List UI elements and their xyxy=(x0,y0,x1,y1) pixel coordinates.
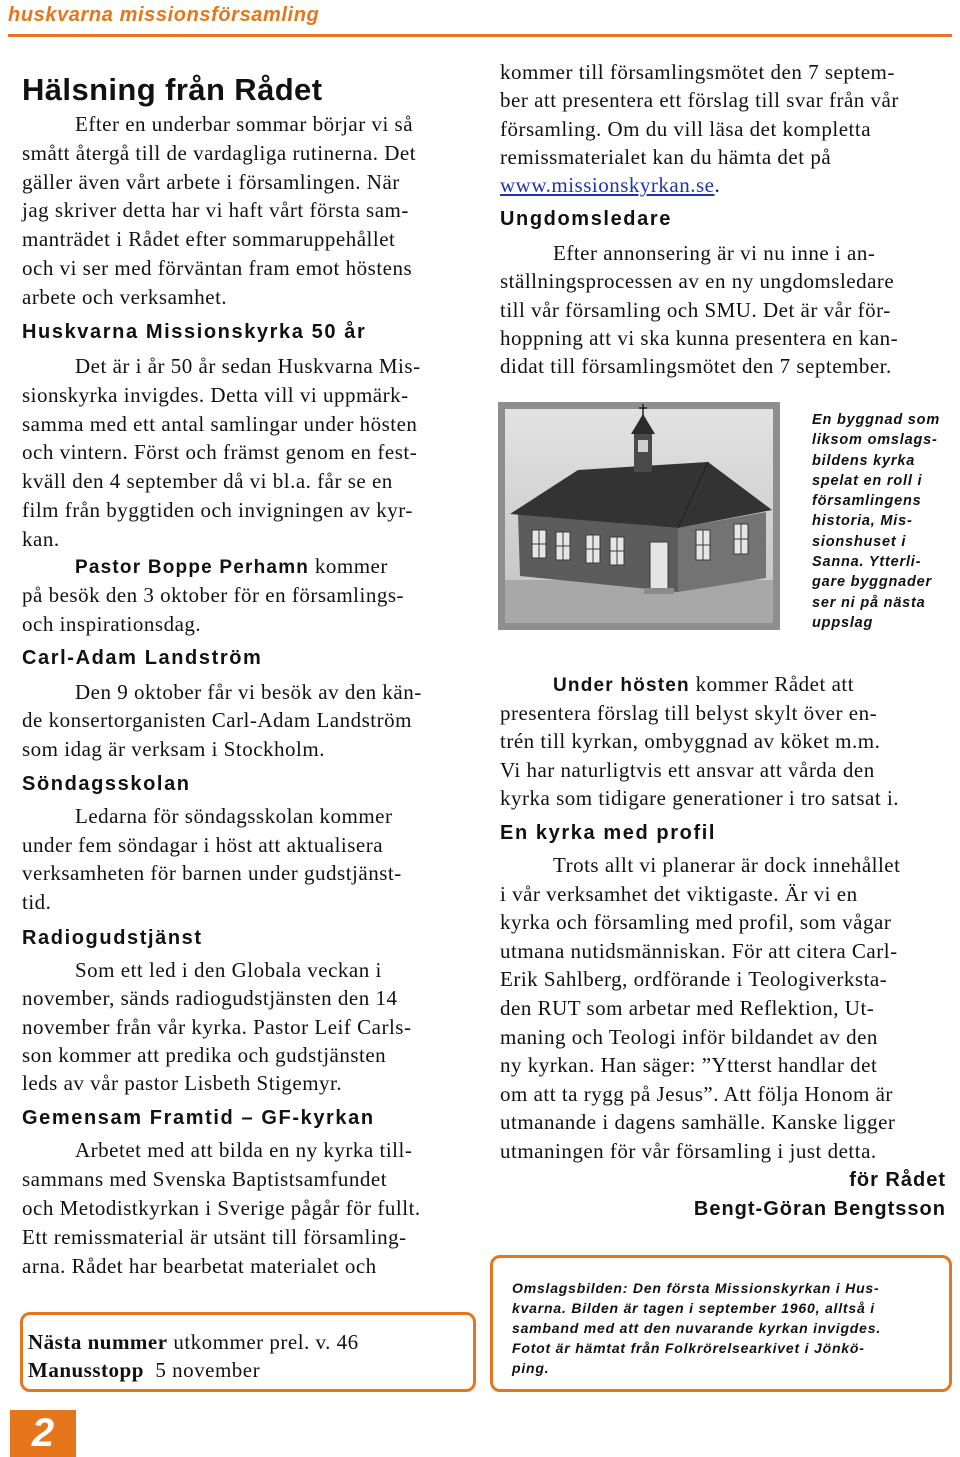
text-line: smått återgå till de vardagliga rutinerna. Det xyxy=(22,140,417,165)
text-line: ber att presentera ett förslag till svar från vår xyxy=(500,88,899,113)
text-line: de konsertorganisten Carl-Adam Landström xyxy=(22,708,412,733)
autumn-lines xyxy=(500,699,899,813)
newsletter-title: huskvarna missionsförsamling xyxy=(8,4,320,26)
text-line: maning och Teologi inför bildandet av den xyxy=(500,1024,878,1049)
text-line: tid. xyxy=(22,890,52,915)
pastor-visit-lead-rest: kommer xyxy=(309,554,388,578)
organist-heading: Carl-Adam Landström xyxy=(22,647,263,669)
autumn-lead-bold: Under hösten xyxy=(553,675,690,696)
church-photo xyxy=(498,402,780,630)
pastor-visit-lines xyxy=(22,581,404,639)
text-line: remissmaterialet kan du hämta det på xyxy=(500,144,832,169)
merger-heading: Gemensam Framtid – GF-kyrkan xyxy=(22,1107,375,1129)
text-line: Efter annonsering är vi nu inne i an- xyxy=(553,241,876,265)
text-line: Bengt-Göran Bengtsson xyxy=(693,1198,946,1220)
text-line: utmanande i dagens samhälle. Kanske ligger xyxy=(500,1110,896,1135)
text-line: ny kyrkan. Han säger: ”Ytterst handlar det xyxy=(500,1053,878,1078)
autumn-lead-rest: kommer Rådet att xyxy=(689,672,855,696)
text-line: Som ett led i den Globala veckan i xyxy=(75,958,382,982)
text-line: bildens kyrka xyxy=(812,452,916,469)
text-line: Ett remissmaterial är utsänt till församling- xyxy=(22,1225,407,1249)
cover-note-label: Omslagsbilden: xyxy=(512,1280,629,1296)
text-line: trén till kyrkan, ombyggnad av köket m.m. xyxy=(500,729,881,754)
text-line: jag skriver detta har vi haft vårt första sam- xyxy=(22,198,409,223)
text-line: och vi ser med förväntan fram emot höstens xyxy=(22,255,413,280)
text-line: En byggnad som xyxy=(812,412,941,428)
autumn-lead-line xyxy=(500,670,899,699)
text-line: gäller även vårt arbete i församlingen. När xyxy=(22,169,400,194)
text-line: under fem söndagar i höst att aktualisera xyxy=(22,832,384,857)
remiss-paragraph xyxy=(500,58,899,199)
remiss-lines xyxy=(500,58,899,171)
text-line: november, sänds radiogudstjänsten den 14 xyxy=(22,986,398,1011)
text-line: Sanna. Ytterli- xyxy=(812,554,922,571)
text-line: ping. xyxy=(512,1360,550,1376)
anniversary-heading: Huskvarna Missionskyrka 50 år xyxy=(22,321,367,343)
text-line: församlingens xyxy=(812,493,922,510)
text-line: spelat en roll i xyxy=(812,472,923,489)
text-line: leds av vår pastor Lisbeth Stigemyr. xyxy=(22,1071,343,1096)
text-line: för Rådet xyxy=(849,1169,946,1191)
radio-heading: Radiogudstjänst xyxy=(22,927,203,949)
merger-paragraph xyxy=(22,1136,421,1281)
profile-heading: En kyrka med profil xyxy=(500,822,717,844)
text-line: ställningsprocessen av en ny ungdomsledare xyxy=(500,269,895,294)
church-photo-drawing xyxy=(498,402,780,630)
website-link[interactable]: www.missionskyrkan.se xyxy=(500,173,715,198)
youth-leader-paragraph xyxy=(500,239,898,380)
text-line: kan. xyxy=(22,526,60,551)
photo-caption xyxy=(812,410,940,633)
text-line: kvarna. Bilden är tagen i september 1960, alltså i xyxy=(512,1300,875,1316)
text-line: liksom omslags- xyxy=(812,432,938,449)
next-issue-label: Nästa nummer xyxy=(28,1330,168,1354)
text-line: och vintern. Först och främst genom en fest- xyxy=(22,440,418,465)
header-rule xyxy=(8,34,952,37)
organist-paragraph xyxy=(22,678,422,763)
youth-leader-heading: Ungdomsledare xyxy=(500,208,672,230)
text-line: utmana nutidsmänniskan. För att citera Carl- xyxy=(500,938,898,963)
deadline-line xyxy=(28,1356,473,1384)
next-issue-text xyxy=(23,1315,473,1384)
cover-note-box xyxy=(490,1255,952,1392)
signature xyxy=(526,1166,946,1224)
text-line: samma med ett antal samlingar under hösten xyxy=(22,411,418,436)
text-line: sammans med Svenska Baptistsamfundet xyxy=(22,1167,388,1191)
text-line: Den 9 oktober får vi besök av den kän- xyxy=(75,680,422,704)
text-line: presentera förslag till belyst skylt över en- xyxy=(500,700,878,725)
sunday-school-paragraph xyxy=(22,802,402,917)
text-line: Arbetet med att bilda en ny kyrka till- xyxy=(75,1138,413,1162)
text-line: son kommer att predika och gudstjänsten xyxy=(22,1042,387,1067)
text-line: om att ta rygg på Jesus”. Att följa Honom är xyxy=(500,1081,893,1106)
text-line: kommer till församlingsmötet den 7 septem- xyxy=(500,60,895,84)
cover-note-lines xyxy=(512,1298,949,1378)
sunday-school-heading: Söndagsskolan xyxy=(22,773,191,795)
text-line: Det är i år 50 år sedan Huskvarna Mis- xyxy=(75,354,421,378)
cover-note-lead-line xyxy=(512,1278,949,1298)
pastor-visit-lead-line xyxy=(22,552,404,581)
page-heading: Hälsning från Rådet xyxy=(22,72,323,107)
text-line: verksamheten för barnen under gudstjänst- xyxy=(22,861,402,886)
text-line: samband med att den nuvarande kyrkan invigdes. xyxy=(512,1320,882,1336)
text-line: till vår församling och SMU. Det är vår för- xyxy=(500,297,891,322)
greeting-paragraph xyxy=(22,110,416,312)
text-line: och inspirationsdag. xyxy=(22,611,202,636)
text-line: på besök den 3 oktober för en församlings- xyxy=(22,582,404,607)
deadline-value: 5 november xyxy=(143,1358,261,1382)
cover-note-lead-rest: Den första Missionskyrkan i Hus- xyxy=(628,1280,880,1296)
radio-paragraph xyxy=(22,956,411,1097)
text-line: arbete och verksamhet. xyxy=(22,284,228,309)
text-line: didat till församlingsmötet den 7 september. xyxy=(500,354,892,379)
next-issue-box xyxy=(20,1312,476,1392)
text-line: kyrka och församling med profil, som vågar xyxy=(500,910,892,935)
next-issue-value: utkommer prel. v. 46 xyxy=(167,1330,359,1354)
text-line: november från vår kyrka. Pastor Leif Carls- xyxy=(22,1014,412,1039)
profile-paragraph xyxy=(500,851,900,1166)
text-line: arna. Rådet har bearbetat materialet och xyxy=(22,1254,377,1278)
door-steps xyxy=(644,588,674,594)
church-door xyxy=(650,542,668,590)
anniversary-paragraph xyxy=(22,352,421,554)
text-line: den RUT som arbetar med Reflektion, Ut- xyxy=(500,995,875,1020)
text-line: Erik Sahlberg, ordförande i Teologiverksta- xyxy=(500,967,888,992)
text-line: och Metodistkyrkan i Sverige pågår för fullt. xyxy=(22,1196,421,1220)
text-line: sionskyrka invigdes. Detta vill vi uppmärk- xyxy=(22,382,409,407)
text-line: Ledarna för söndagsskolan kommer xyxy=(75,804,393,828)
text-line: film från byggtiden och invigningen av kyr- xyxy=(22,497,413,522)
remiss-link-line xyxy=(500,171,899,199)
text-line: historia, Mis- xyxy=(812,513,913,530)
text-line: uppslag xyxy=(812,614,874,631)
link-suffix: . xyxy=(714,173,721,198)
pastor-visit-paragraph xyxy=(22,552,404,638)
text-line: kyrka som tidigare generationer i tro satsat i. xyxy=(500,786,900,811)
text-line: sionshuset i xyxy=(812,533,907,550)
text-line: som idag är verksam i Stockholm. xyxy=(22,736,325,761)
deadline-label: Manusstopp xyxy=(28,1358,144,1382)
text-line: utmaningen för vår församling i just detta. xyxy=(500,1138,877,1163)
text-line: manträdet i Rådet efter sommaruppehållet xyxy=(22,227,396,252)
text-line: i vår verksamhet det viktigaste. Är vi en xyxy=(500,881,858,906)
cover-note-text xyxy=(493,1258,949,1378)
text-line: hoppning att vi ska kunna presentera en kan- xyxy=(500,325,899,350)
text-line: Vi har naturligtvis ett ansvar att vårda den xyxy=(500,757,875,782)
pastor-name: Pastor Boppe Perhamn xyxy=(75,557,310,578)
text-line: kväll den 4 september då vi bl.a. får se en xyxy=(22,469,393,494)
next-issue-line xyxy=(28,1328,473,1356)
autumn-paragraph xyxy=(500,670,899,813)
page-number: 2 xyxy=(10,1410,76,1457)
text-line: församling. Om du vill läsa det kompletta xyxy=(500,116,872,141)
text-line: Trots allt vi planerar är dock innehållet xyxy=(553,853,901,877)
text-line: Fotot är hämtat från Folkrörelsearkivet i Jönkö- xyxy=(512,1340,865,1356)
text-line: gare byggnader xyxy=(812,574,932,591)
text-line: Efter en underbar sommar börjar vi så xyxy=(75,112,414,136)
text-line: ser ni på nästa xyxy=(812,594,926,611)
